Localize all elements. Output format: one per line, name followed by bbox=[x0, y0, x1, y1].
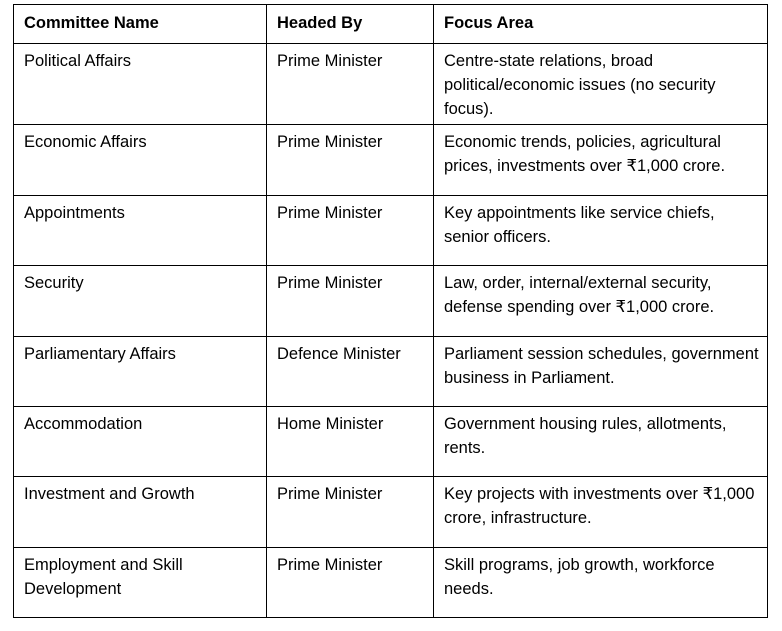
header-committee-name: Committee Name bbox=[14, 5, 267, 44]
committee-name-cell: Investment and Growth bbox=[14, 477, 267, 548]
focus-area-cell: Government housing rules, allotments, rents. bbox=[434, 407, 768, 477]
committees-table bbox=[13, 4, 768, 618]
table-row bbox=[14, 337, 768, 407]
committee-name-cell: Accommodation bbox=[14, 407, 267, 477]
focus-area-cell: Law, order, internal/external security, defense spending over ₹1,000 crore. bbox=[434, 266, 768, 337]
focus-area-cell: Parliament session schedules, government business in Parliament. bbox=[434, 337, 768, 407]
committee-name-cell: Appointments bbox=[14, 196, 267, 266]
headed-by-cell: Defence Minister bbox=[267, 337, 434, 407]
committee-name-cell: Employment and Skill Development bbox=[14, 548, 267, 618]
focus-area-cell: Skill programs, job growth, workforce needs. bbox=[434, 548, 768, 618]
header-headed-by: Headed By bbox=[267, 5, 434, 44]
focus-area-cell: Economic trends, policies, agricultural prices, investments over ₹1,000 crore. bbox=[434, 125, 768, 196]
table-row bbox=[14, 125, 768, 196]
headed-by-cell: Prime Minister bbox=[267, 196, 434, 266]
focus-area-cell: Key appointments like service chiefs, senior officers. bbox=[434, 196, 768, 266]
headed-by-cell: Home Minister bbox=[267, 407, 434, 477]
headed-by-cell: Prime Minister bbox=[267, 44, 434, 125]
table-row bbox=[14, 44, 768, 125]
header-row bbox=[14, 5, 768, 44]
committee-name-cell: Economic Affairs bbox=[14, 125, 267, 196]
committee-name-cell: Political Affairs bbox=[14, 44, 267, 125]
headed-by-cell: Prime Minister bbox=[267, 477, 434, 548]
table-row bbox=[14, 407, 768, 477]
table-row bbox=[14, 196, 768, 266]
committee-name-cell: Parliamentary Affairs bbox=[14, 337, 267, 407]
table-row bbox=[14, 548, 768, 618]
focus-area-cell: Centre-state relations, broad political/economic issues (no security focus). bbox=[434, 44, 768, 125]
table-row bbox=[14, 266, 768, 337]
header-focus-area: Focus Area bbox=[434, 5, 768, 44]
focus-area-cell: Key projects with investments over ₹1,000 crore, infrastructure. bbox=[434, 477, 768, 548]
committee-name-cell: Security bbox=[14, 266, 267, 337]
headed-by-cell: Prime Minister bbox=[267, 266, 434, 337]
headed-by-cell: Prime Minister bbox=[267, 548, 434, 618]
headed-by-cell: Prime Minister bbox=[267, 125, 434, 196]
table-row bbox=[14, 477, 768, 548]
